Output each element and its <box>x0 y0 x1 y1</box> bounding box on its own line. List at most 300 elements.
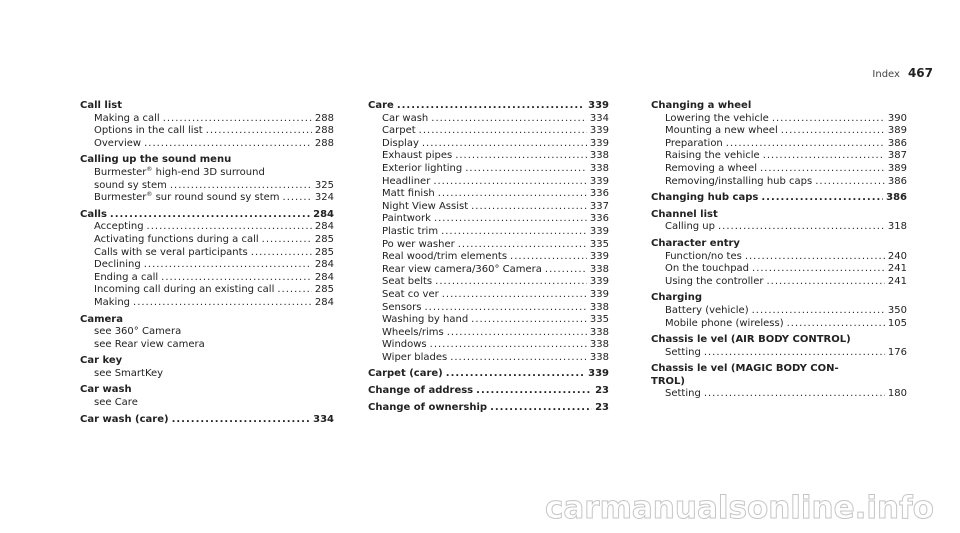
page-ref: 23 <box>595 385 609 397</box>
page-ref: 339 <box>588 100 609 111</box>
subentry-label: Removing a wheel <box>665 162 757 174</box>
subentry-text <box>94 326 181 339</box>
index-entry <box>368 385 609 398</box>
subentry-text <box>382 176 430 189</box>
subentry-label: Setting <box>665 346 701 358</box>
subentry-label: Accepting <box>94 221 144 233</box>
subentry-label: Using the controller <box>665 275 764 287</box>
dot-leader <box>161 272 312 285</box>
index-subentry <box>80 167 334 180</box>
subentry-label: Wheels/rims <box>382 326 444 338</box>
dot-leader <box>397 100 585 113</box>
dot-leader <box>745 251 885 264</box>
heading-text: Changing a wheel <box>651 100 752 111</box>
subentry-text <box>665 176 812 189</box>
dot-leader <box>718 221 885 234</box>
page-ref: 105 <box>887 317 907 329</box>
registered-mark: ® <box>146 165 153 173</box>
subentry-label: Lowering the vehicle <box>665 112 769 124</box>
subentry-label: Matt finish <box>382 188 435 200</box>
page-ref: 284 <box>314 271 334 283</box>
index-subentry <box>80 180 334 193</box>
index-heading <box>651 209 907 222</box>
page-ref: 339 <box>589 137 609 149</box>
page-ref: 288 <box>314 125 334 137</box>
subentry-label: Rear view camera/360° Camera <box>382 263 542 275</box>
subentry-text <box>94 272 158 285</box>
subentry-text <box>382 314 468 327</box>
index-subentry <box>368 264 609 277</box>
index-subentry <box>368 125 609 138</box>
dot-leader <box>206 125 312 138</box>
subentry-text <box>665 113 769 126</box>
page-ref: 284 <box>314 259 334 271</box>
page-ref: 339 <box>588 368 609 380</box>
index-subentry <box>368 314 609 327</box>
heading-text: Channel list <box>651 208 718 220</box>
dot-leader <box>438 188 587 201</box>
subentry-text <box>382 138 419 151</box>
index-subentry <box>80 284 334 297</box>
subentry-label: Carpet <box>382 125 416 137</box>
index-heading <box>651 100 907 113</box>
dot-leader <box>446 368 585 381</box>
subentry-label: Options in the call list <box>94 125 203 137</box>
index-subentry <box>651 388 907 401</box>
index-heading <box>80 209 334 222</box>
dot-leader <box>430 339 587 352</box>
index-heading <box>651 334 907 347</box>
subentry-text <box>382 264 542 277</box>
subentry-text <box>94 180 167 193</box>
index-heading <box>80 154 334 167</box>
dot-leader <box>147 221 312 234</box>
index-subentry <box>80 113 334 126</box>
index-heading <box>651 363 907 376</box>
dot-leader <box>442 289 587 302</box>
dot-leader <box>433 176 587 189</box>
index-subentry <box>80 368 334 381</box>
registered-mark: ® <box>146 191 153 199</box>
index-heading <box>80 414 334 427</box>
page-ref: 285 <box>314 284 334 296</box>
dot-leader <box>761 192 883 205</box>
dot-leader <box>510 251 587 264</box>
subentry-label: sound sy stem <box>94 179 167 191</box>
page-ref: 288 <box>314 137 334 149</box>
subentry-text <box>665 251 742 264</box>
subentry-label: Night View Assist <box>382 200 469 212</box>
page-ref: 339 <box>589 175 609 187</box>
page-header <box>872 66 933 80</box>
subentry-text <box>94 192 280 205</box>
dot-leader <box>170 180 312 193</box>
dot-leader <box>450 352 587 365</box>
page-ref: 285 <box>314 246 334 258</box>
dot-leader <box>110 209 310 222</box>
index-entry <box>80 384 334 409</box>
index-column-2 <box>368 100 609 414</box>
subentry-text <box>382 276 432 289</box>
index-subentry <box>651 150 907 163</box>
dot-leader <box>545 264 587 277</box>
dot-leader <box>763 150 885 163</box>
heading-text: Carpet (care) <box>368 368 443 380</box>
index-heading <box>368 368 609 381</box>
subentry-text <box>665 150 760 163</box>
index-entry <box>651 363 907 401</box>
subentry-text <box>94 284 274 297</box>
index-heading-cont <box>651 376 907 389</box>
subentry-label: Exhaust pipes <box>382 150 453 162</box>
subentry-label: see 360° Camera <box>94 326 182 338</box>
dot-leader <box>490 402 592 415</box>
heading-text: Car key <box>80 355 123 367</box>
subentry-label: Ending a call <box>94 271 159 283</box>
dot-leader <box>471 314 587 327</box>
dot-leader <box>781 125 885 138</box>
subentry-text <box>94 234 259 247</box>
index-subentry <box>651 113 907 126</box>
index-subentry <box>651 347 907 360</box>
subentry-text <box>665 125 778 138</box>
index-subentry <box>368 201 609 214</box>
heading-text: Car wash (care) <box>80 413 169 425</box>
page-ref: 241 <box>887 275 907 287</box>
page-ref: 336 <box>589 188 609 200</box>
subentry-label: Plastic trim <box>382 225 439 237</box>
subentry-label: Car wash <box>382 112 429 124</box>
page-ref: 338 <box>589 263 609 275</box>
dot-leader <box>704 388 885 401</box>
dot-leader <box>752 305 885 318</box>
subentry-label: Calling up <box>665 221 715 233</box>
page-ref: 334 <box>313 413 334 425</box>
subentry-label: Wiper blades <box>382 351 448 363</box>
dot-leader <box>726 138 885 151</box>
index-subentry <box>80 326 334 339</box>
dot-leader <box>752 263 885 276</box>
subentry-text <box>94 397 138 410</box>
index-heading <box>80 384 334 397</box>
index-subentry <box>368 188 609 201</box>
page-ref: 284 <box>314 296 334 308</box>
index-subentry <box>651 263 907 276</box>
subentry-label: Mounting a new wheel <box>665 125 778 137</box>
subentry-text <box>382 251 507 264</box>
subentry-text <box>382 213 431 226</box>
page-ref: 284 <box>313 208 334 220</box>
page-ref: 338 <box>589 162 609 174</box>
index-subentry <box>651 163 907 176</box>
index-subentry <box>368 150 609 163</box>
section-title: Index <box>872 69 900 80</box>
page-ref: 389 <box>887 125 907 137</box>
subentry-label: Exterior lighting <box>382 162 463 174</box>
subentry-label: Battery (vehicle) <box>665 304 749 316</box>
dot-leader <box>471 201 587 214</box>
subentry-label: see Care <box>94 397 138 409</box>
subentry-label-cont: sur round sound sy stem <box>152 192 280 204</box>
subentry-label: Incoming call during an existing call <box>94 284 275 296</box>
heading-text: Calling up the sound menu <box>80 154 232 166</box>
page-ref: 288 <box>314 112 334 124</box>
index-subentry <box>368 289 609 302</box>
dot-leader <box>465 163 587 176</box>
index-subentry <box>651 276 907 289</box>
dot-leader <box>815 176 885 189</box>
page-ref: 336 <box>589 213 609 225</box>
subentry-label: Calls with se veral participants <box>94 246 248 258</box>
heading-text: TROL) <box>651 375 685 387</box>
subentry-label: Burmester <box>94 166 147 178</box>
page-ref: 324 <box>314 192 334 204</box>
subentry-label: Making a call <box>94 112 160 124</box>
index-entry <box>80 209 334 310</box>
subentry-text <box>382 150 452 163</box>
subentry-text <box>94 339 205 352</box>
index-entry <box>651 292 907 330</box>
index-subentry <box>368 213 609 226</box>
index-subentry <box>651 176 907 189</box>
subentry-text <box>94 125 203 138</box>
dot-leader <box>434 213 587 226</box>
index-heading <box>80 355 334 368</box>
page-ref: 241 <box>887 263 907 275</box>
index-entry <box>80 414 334 427</box>
index-entry <box>651 238 907 288</box>
index-subentry <box>651 221 907 234</box>
page-ref: 387 <box>887 150 907 162</box>
page-ref: 338 <box>589 150 609 162</box>
page-ref: 334 <box>589 112 609 124</box>
index-subentry <box>80 125 334 138</box>
index-subentry <box>80 234 334 247</box>
index-subentry <box>368 251 609 264</box>
page-ref: 386 <box>887 175 907 187</box>
page-ref: 386 <box>887 137 907 149</box>
index-subentry <box>368 226 609 239</box>
dot-leader <box>476 385 592 398</box>
index-heading <box>368 100 609 113</box>
dot-leader <box>133 297 312 310</box>
subentry-label: Declining <box>94 259 141 271</box>
subentry-text <box>94 297 130 310</box>
dot-leader <box>144 259 312 272</box>
page-ref: 338 <box>589 326 609 338</box>
index-heading <box>651 238 907 251</box>
subentry-label: Function/no tes <box>665 250 742 262</box>
heading-text: Changing hub caps <box>651 192 759 204</box>
dot-leader <box>422 138 587 151</box>
subentry-label: Mobile phone (wireless) <box>665 317 784 329</box>
index-entry <box>80 355 334 380</box>
dot-leader <box>277 284 312 297</box>
heading-text: Camera <box>80 313 123 325</box>
subentry-label: Raising the vehicle <box>665 150 760 162</box>
heading-text: Car wash <box>80 384 132 396</box>
page-ref: 335 <box>589 238 609 250</box>
index-subentry <box>368 327 609 340</box>
subentry-label: Making <box>94 296 131 308</box>
index-subentry <box>368 352 609 365</box>
index-subentry <box>368 113 609 126</box>
index-subentry <box>651 305 907 318</box>
index-subentry <box>80 192 334 205</box>
subentry-text <box>94 138 141 151</box>
heading-text: Change of address <box>368 385 474 397</box>
subentry-text <box>382 125 416 138</box>
page-ref: 338 <box>589 351 609 363</box>
index-subentry <box>80 259 334 272</box>
subentry-label: Windows <box>382 339 427 351</box>
index-entry <box>651 209 907 234</box>
page-ref: 386 <box>886 192 907 204</box>
page-ref: 389 <box>887 162 907 174</box>
subentry-text <box>382 188 435 201</box>
index-entry <box>368 402 609 415</box>
subentry-text <box>382 302 422 315</box>
dot-leader <box>447 327 587 340</box>
index-entry <box>368 100 609 364</box>
index-subentry <box>651 138 907 151</box>
subentry-label: On the touchpad <box>665 263 750 275</box>
heading-text: Calls <box>80 208 107 220</box>
index-subentry <box>368 138 609 151</box>
dot-leader <box>163 113 312 126</box>
index-subentry <box>80 272 334 285</box>
index-heading <box>368 385 609 398</box>
subentry-label: Washing by hand <box>382 314 469 326</box>
subentry-text <box>382 289 439 302</box>
subentry-label: see Rear view camera <box>94 338 205 350</box>
dot-leader <box>766 276 884 289</box>
dot-leader <box>787 318 885 331</box>
dot-leader <box>419 125 587 138</box>
index-heading <box>80 314 334 327</box>
subentry-label: Burmester <box>94 192 147 204</box>
index-subentry <box>651 251 907 264</box>
page-ref: 318 <box>887 221 907 233</box>
index-subentry <box>368 163 609 176</box>
dot-leader <box>425 302 587 315</box>
index-column-3 <box>651 100 907 401</box>
page-ref: 339 <box>589 288 609 300</box>
page-ref: 350 <box>887 304 907 316</box>
subentry-text <box>94 221 144 234</box>
index-subentry <box>80 138 334 151</box>
heading-text: Charging <box>651 292 703 304</box>
index-heading <box>651 292 907 305</box>
index-column-1 <box>80 100 334 426</box>
dot-leader <box>458 239 587 252</box>
index-entry <box>80 154 334 204</box>
dot-leader <box>431 113 587 126</box>
subentry-label: Paintwork <box>382 213 431 225</box>
subentry-label: Setting <box>665 388 701 400</box>
page-ref: 339 <box>589 225 609 237</box>
dot-leader <box>435 276 587 289</box>
page-ref: 284 <box>314 221 334 233</box>
subentry-label: Display <box>382 137 419 149</box>
index-heading <box>80 100 334 113</box>
heading-text: Chassis le vel (MAGIC BODY CON- <box>651 363 839 375</box>
page-ref: 338 <box>589 301 609 313</box>
dot-leader <box>262 234 312 247</box>
subentry-label: see SmartKey <box>94 367 164 379</box>
subentry-text <box>665 318 784 331</box>
subentry-text <box>382 239 455 252</box>
subentry-text <box>382 339 427 352</box>
subentry-text <box>382 352 447 365</box>
subentry-label: Seat belts <box>382 276 433 288</box>
subentry-text <box>94 259 141 272</box>
subentry-text <box>665 221 715 234</box>
heading-text: Care <box>368 100 394 111</box>
subentry-text <box>94 247 248 260</box>
subentry-text <box>665 276 763 289</box>
subentry-text <box>382 163 462 176</box>
page-ref: 339 <box>589 125 609 137</box>
subentry-label: Sensors <box>382 301 422 313</box>
dot-leader <box>455 150 587 163</box>
dot-leader <box>251 247 312 260</box>
subentry-text <box>94 368 163 381</box>
index-subentry <box>651 125 907 138</box>
subentry-label: Preparation <box>665 137 723 149</box>
subentry-label: Overview <box>94 137 142 149</box>
index-subentry <box>368 302 609 315</box>
subentry-label: Removing/installing hub caps <box>665 175 813 187</box>
page-ref: 176 <box>887 346 907 358</box>
subentry-text <box>382 113 428 126</box>
subentry-label: Po wer washer <box>382 238 455 250</box>
index-subentry <box>80 247 334 260</box>
page-ref: 338 <box>589 339 609 351</box>
subentry-text <box>665 263 749 276</box>
subentry-label: Headliner <box>382 175 431 187</box>
subentry-text <box>665 388 701 401</box>
index-subentry <box>368 176 609 189</box>
subentry-text <box>382 327 444 340</box>
index-subentry <box>368 339 609 352</box>
index-entry <box>651 100 907 188</box>
subentry-label: Real wood/trim elements <box>382 251 508 263</box>
page-ref: 23 <box>595 401 609 413</box>
index-subentry <box>80 397 334 410</box>
subentry-text <box>665 138 723 151</box>
index-entry <box>80 314 334 352</box>
index-subentry <box>368 276 609 289</box>
dot-leader <box>760 163 885 176</box>
page-ref: 325 <box>314 179 334 191</box>
page-number: 467 <box>907 66 933 80</box>
heading-text: Chassis le vel (AIR BODY CONTROL) <box>651 334 851 346</box>
subentry-label: Seat co ver <box>382 288 439 300</box>
subentry-label-cont: high-end 3D surround <box>152 166 265 178</box>
page-ref: 390 <box>887 112 907 124</box>
index-subentry <box>80 297 334 310</box>
subentry-text <box>665 347 701 360</box>
subentry-text <box>382 201 468 214</box>
page-ref: 180 <box>887 388 907 400</box>
index-subentry <box>80 221 334 234</box>
page-ref: 335 <box>589 314 609 326</box>
page-ref: 337 <box>589 200 609 212</box>
index-entry <box>80 100 334 150</box>
index-heading <box>368 402 609 415</box>
dot-leader <box>283 192 312 205</box>
